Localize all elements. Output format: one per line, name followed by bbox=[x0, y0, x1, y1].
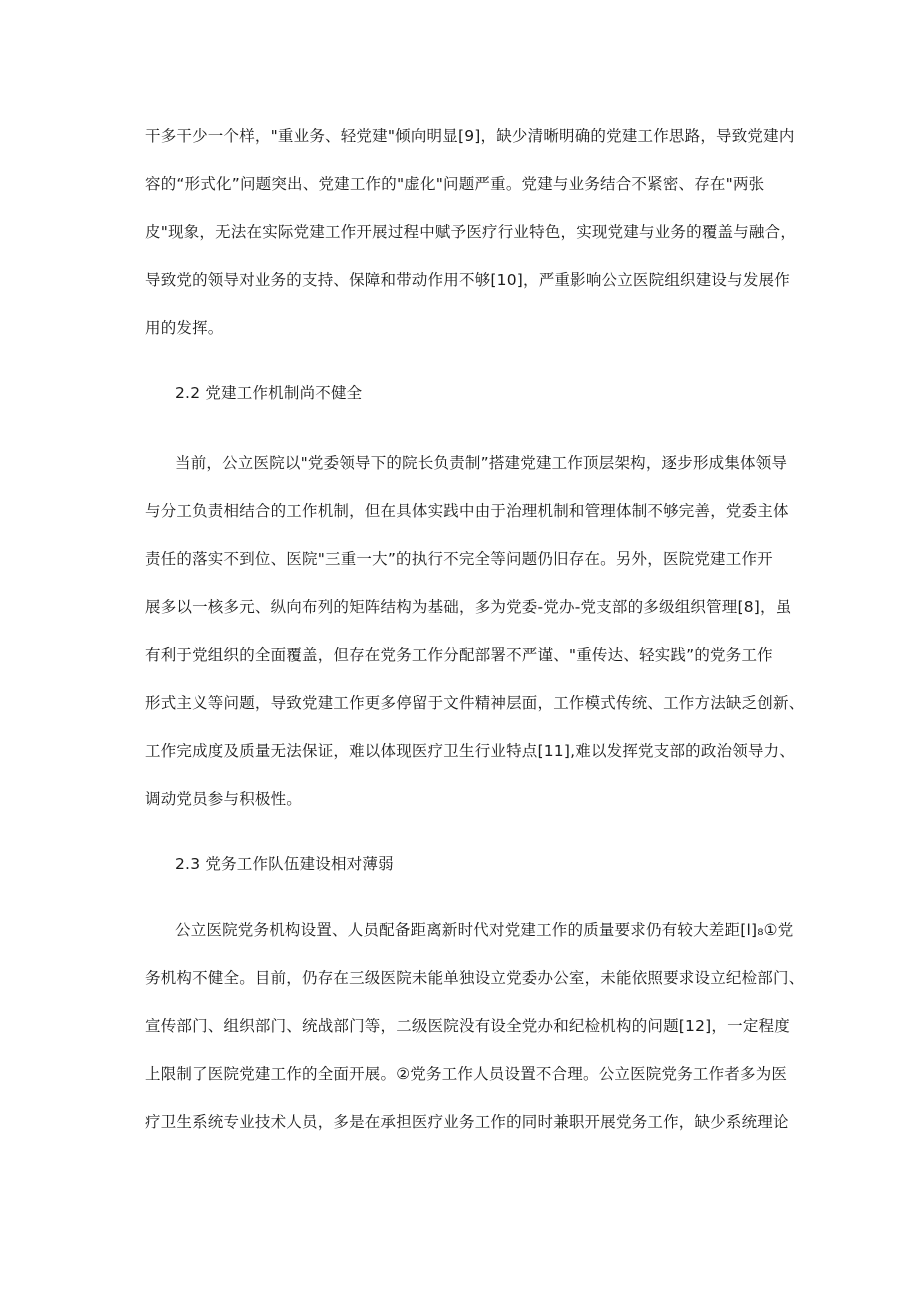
paragraph-line: 干多干少一个样，"重业务、轻党建"倾向明显[9]，缺少清晰明确的党建工作思路，导致党建内 bbox=[145, 127, 795, 145]
paragraph-line: 务机构不健全。目前，仍存在三级医院未能单独设立党委办公室，未能依照要求设立纪检部门、 bbox=[145, 969, 805, 987]
paragraph-line: 公立医院党务机构设置、人员配备距离新时代对党建工作的质量要求仍有较大差距[l]₈①党 bbox=[175, 921, 794, 939]
paragraph-line: 用的发挥。 bbox=[145, 319, 224, 337]
paragraph-line: 有利于党组织的全面覆盖，但存在党务工作分配部署不严谨、"重传达、轻实践”的党务工作 bbox=[145, 646, 773, 664]
paragraph-line: 工作完成度及质量无法保证，难以体现医疗卫生行业特点[11],难以发挥党支部的政治领导力、 bbox=[145, 742, 796, 760]
section-heading-2-2: 2.2 党建工作机制尚不健全 bbox=[175, 384, 363, 402]
paragraph-line: 当前，公立医院以"党委领导下的院长负责制”搭建党建工作顶层架构，逐步形成集体领导 bbox=[175, 454, 788, 472]
paragraph-line: 导致党的领导对业务的支持、保障和带动作用不够[10]，严重影响公立医院组织建设与发展作 bbox=[145, 271, 790, 289]
paragraph-line: 宣传部门、组织部门、统战部门等，二级医院没有设全党办和纪检机构的问题[12]，一定程度 bbox=[145, 1017, 790, 1035]
paragraph-line: 容的“形式化”问题突出、党建工作的"虚化"问题严重。党建与业务结合不紧密、存在"两张 bbox=[145, 175, 765, 193]
paragraph-line: 展多以一核多元、纵向布列的矩阵结构为基础，多为党委-党办-党支部的多级组织管理[8]，虽 bbox=[145, 598, 792, 616]
paragraph-line: 与分工负责相结合的工作机制，但在具体实践中由于治理机制和管理体制不够完善，党委主体 bbox=[145, 502, 789, 520]
paragraph-line: 责任的落实不到位、医院"三重一大”的执行不完全等问题仍旧存在。另外，医院党建工作开 bbox=[145, 550, 773, 568]
paragraph-line: 皮"现象，无法在实际党建工作开展过程中赋予医疗行业特色，实现党建与业务的覆盖与融合， bbox=[145, 223, 797, 241]
paragraph-line: 形式主义等问题，导致党建工作更多停留于文件精神层面，工作模式传统、工作方法缺乏创新、 bbox=[145, 694, 805, 712]
paragraph-line: 调动党员参与积极性。 bbox=[145, 790, 303, 808]
paragraph-line: 疗卫生系统专业技术人员，多是在承担医疗业务工作的同时兼职开展党务工作，缺少系统理论 bbox=[145, 1113, 789, 1131]
paragraph-line: 上限制了医院党建工作的全面开展。②党务工作人员设置不合理。公立医院党务工作者多为医 bbox=[145, 1065, 788, 1083]
section-heading-2-3: 2.3 党务工作队伍建设相对薄弱 bbox=[175, 855, 394, 873]
